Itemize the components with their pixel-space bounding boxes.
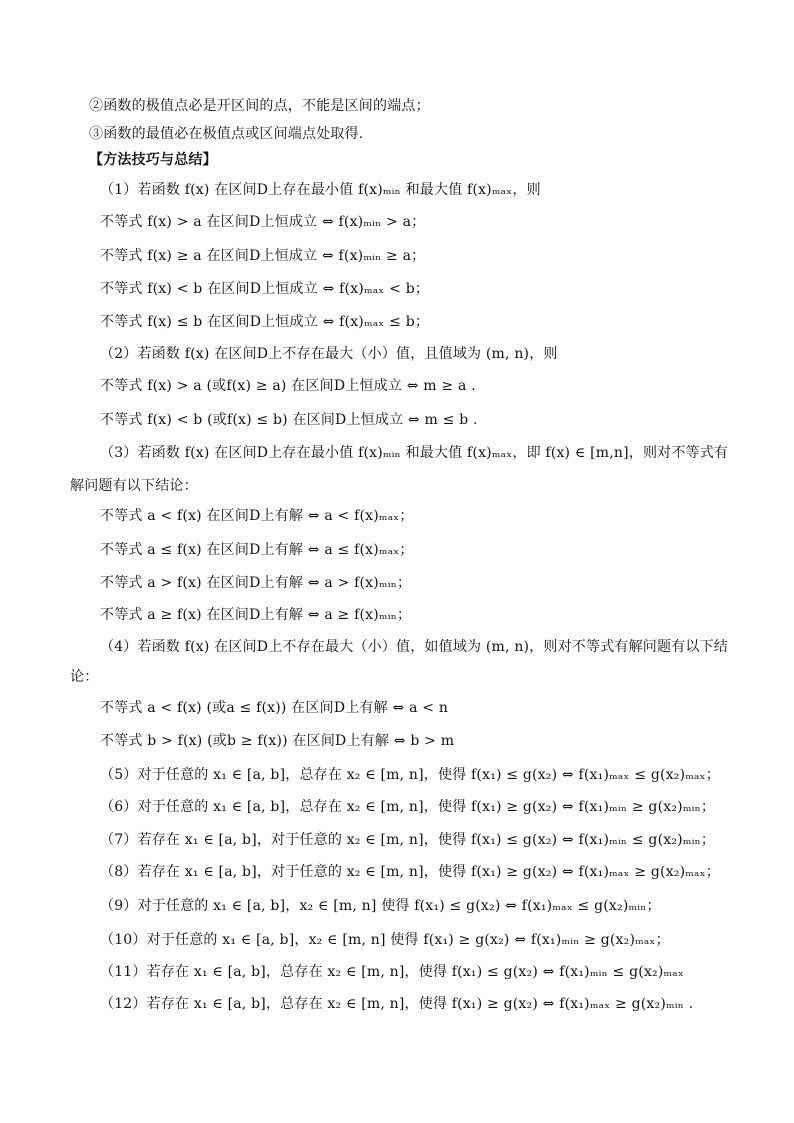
text-line: 不等式 f(x) < b 在区间D上恒成立 ⇔ f(x)ₘₐₓ < b； [100,281,430,297]
text-line: （3）若函数 f(x) 在区间D上存在最小值 f(x)ₘᵢₙ 和最大值 f(x)ₘₐₓ，即 f(x) ∈ [m,n]，则对不等式有 [100,445,729,461]
text-line: 不等式 f(x) < b (或f(x) ≤ b) 在区间D上恒成立 ⇔ m ≤ b . [100,412,478,428]
text-line: 解问题有以下结论： [70,478,198,494]
text-line: （8）若存在 x₁ ∈ [a, b]，对于任意的 x₂ ∈ [m, n]，使得 f(x₁) ≥ g(x₂) ⇔ f(x₁)ₘₐₓ ≥ g(x₂)ₘₐₓ； [100,864,720,880]
text-line: （9）对于任意的 x₁ ∈ [a, b]，x₂ ∈ [m, n] 使得 f(x₁) ≤ g(x₂) ⇔ f(x₁)ₘₐₓ ≤ g(x₂)ₘᵢₙ； [100,898,661,914]
text-line: （12）若存在 x₁ ∈ [a, b]，总存在 x₂ ∈ [m, n]，使得 f(x₁) ≥ g(x₂) ⇔ f(x₁)ₘₐₓ ≥ g(x₂)ₘᵢₙ . [100,996,694,1012]
text-line: （4）若函数 f(x) 在区间D上不存在最大（小）值，如值域为 (m, n)，则对不等式有解问题有以下结 [100,639,728,655]
text-line: （5）对于任意的 x₁ ∈ [a, b]，总存在 x₂ ∈ [m, n]，使得 f(x₁) ≤ g(x₂) ⇔ f(x₁)ₘₐₓ ≤ g(x₂)ₘₐₓ； [100,767,720,783]
text-line: ③函数的最值必在极值点或区间端点处取得. [89,126,364,142]
text-line: 不等式 f(x) ≤ b 在区间D上恒成立 ⇔ f(x)ₘₐₓ ≤ b； [100,314,430,330]
text-line: 不等式 a < f(x) 在区间D上有解 ⇔ a < f(x)ₘₐₓ； [100,508,414,524]
text-line: 不等式 a ≥ f(x) 在区间D上有解 ⇔ a ≥ f(x)ₘᵢₙ； [100,607,412,623]
text-line: 不等式 a ≤ f(x) 在区间D上有解 ⇔ a ≤ f(x)ₘₐₓ； [100,542,414,558]
text-line: （10）对于任意的 x₁ ∈ [a, b]，x₂ ∈ [m, n] 使得 f(x₁) ≥ g(x₂) ⇔ f(x₁)ₘᵢₙ ≥ g(x₂)ₘₐₓ； [100,932,670,948]
text-line: （11）若存在 x₁ ∈ [a, b]，总存在 x₂ ∈ [m, n]，使得 f(x₁) ≤ g(x₂) ⇔ f(x₁)ₘᵢₙ ≤ g(x₂)ₘₐₓ [100,964,685,980]
text-line: 不等式 f(x) ≥ a 在区间D上恒成立 ⇔ f(x)ₘᵢₙ ≥ a； [100,248,426,264]
text-line: （7）若存在 x₁ ∈ [a, b]，对于任意的 x₂ ∈ [m, n]，使得 f(x₁) ≤ g(x₂) ⇔ f(x₁)ₘᵢₙ ≤ g(x₂)ₘᵢₙ； [100,832,716,848]
text-line: 不等式 f(x) > a (或f(x) ≥ a) 在区间D上恒成立 ⇔ m ≥ a . [100,378,476,394]
text-line: 不等式 b > f(x) (或b ≥ f(x)) 在区间D上有解 ⇔ b > m [100,733,455,749]
text-line: （2）若函数 f(x) 在区间D上不存在最大（小）值，且值域为 (m, n)，则 [100,346,558,362]
text-line: 不等式 f(x) > a 在区间D上恒成立 ⇔ f(x)ₘᵢₙ > a； [100,214,426,230]
section-heading: 【方法技巧与总结】 [89,152,217,168]
text-line: ②函数的极值点必是开区间的点，不能是区间的端点； [89,98,430,114]
text-line: 论： [70,669,99,685]
text-line: （6）对于任意的 x₁ ∈ [a, b]，总存在 x₂ ∈ [m, n]，使得 f(x₁) ≥ g(x₂) ⇔ f(x₁)ₘᵢₙ ≥ g(x₂)ₘᵢₙ； [100,799,716,815]
text-line: 不等式 a > f(x) 在区间D上有解 ⇔ a > f(x)ₘᵢₙ； [100,575,412,591]
text-line: （1）若函数 f(x) 在区间D上存在最小值 f(x)ₘᵢₙ 和最大值 f(x)ₘₐₓ，则 [100,182,541,198]
text-line: 不等式 a < f(x) (或a ≤ f(x)) 在区间D上有解 ⇔ a < n [100,700,449,716]
